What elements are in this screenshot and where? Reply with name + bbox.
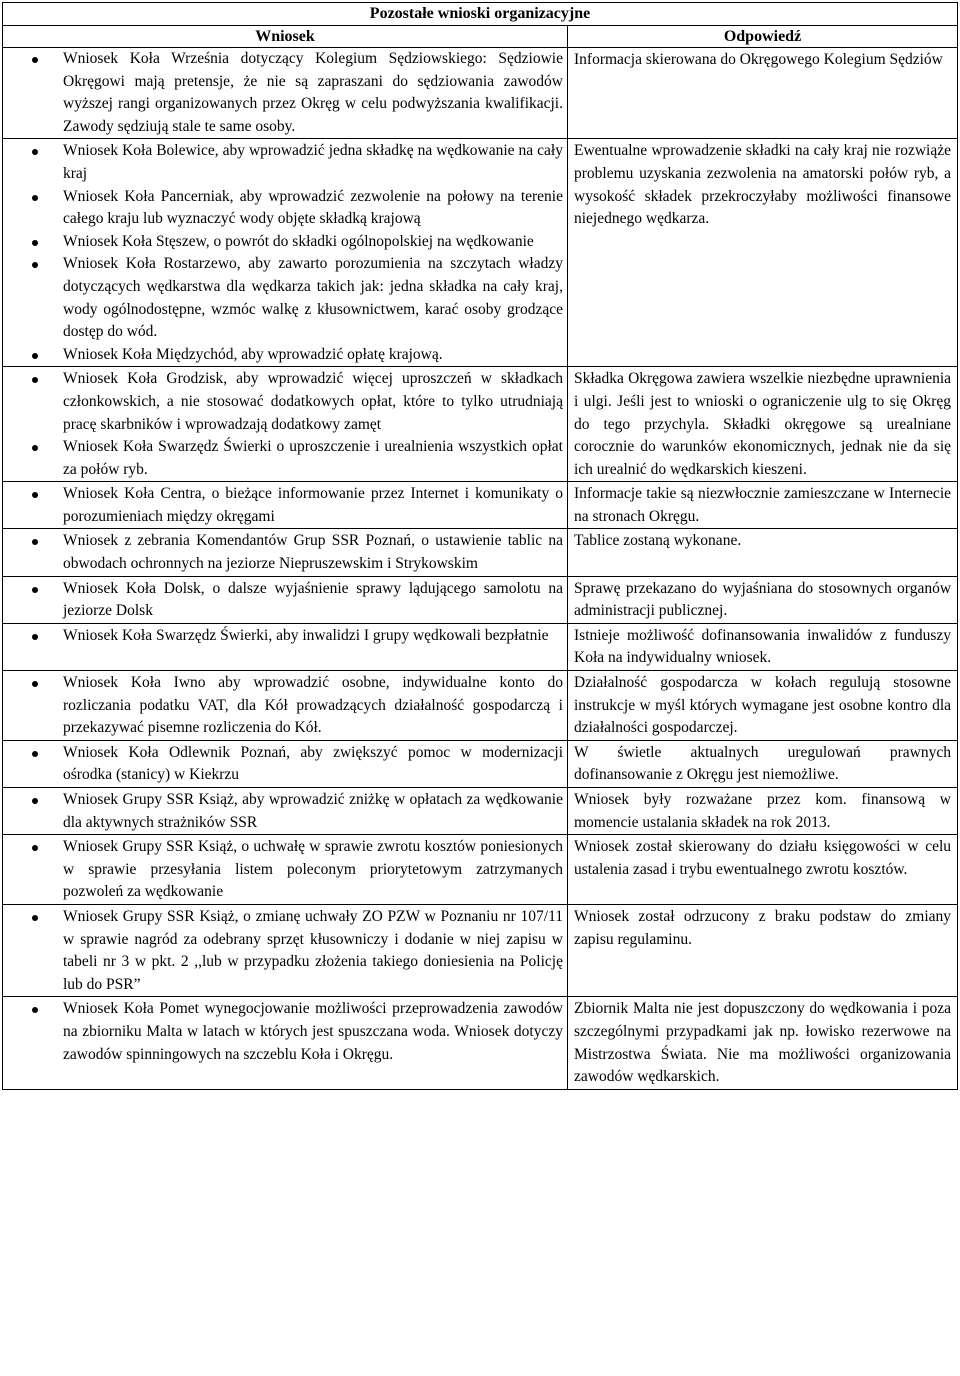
request-cell: [3, 367, 568, 482]
list-item: [3, 186, 563, 231]
table-row: [3, 788, 958, 835]
request-cell: [3, 997, 568, 1089]
list-item: [3, 436, 563, 481]
table-row: [3, 367, 958, 482]
request-text: Wniosek Koła Swarzędz Świerki, aby inwalidzi I grupy wędkowali bezpłatnie: [63, 626, 549, 644]
response-cell: Zbiornik Malta nie jest dopuszczony do wędkowania i poza szczególnymi przypadkami jak np. łowisko rezerwowe na Mistrzostwa Świata. Nie ma możliwości organizowania zawodów wędkarskich.: [568, 997, 958, 1089]
response-cell: Informacja skierowana do Okręgowego Kolegium Sędziów: [568, 48, 958, 139]
request-cell: [3, 529, 568, 576]
request-list: [3, 742, 563, 787]
table-title: Pozostałe wnioski organizacyjne: [3, 3, 958, 26]
request-list: [3, 836, 563, 904]
request-text: Wniosek Koła Rostarzewo, aby zawarto porozumienia na szczytach władzy dotyczących wędkarstwa dla wędkarza takich jak: jedna składka na cały kraj, wody ogólnodostępne, wzmóc walkę z kłusownictwem, karać osoby grodzące dostęp do wód.: [63, 255, 563, 341]
request-cell: [3, 740, 568, 787]
list-item: [3, 906, 563, 996]
response-cell: Wniosek został odrzucony z braku podstaw do zmiany zapisu regulaminu.: [568, 904, 958, 996]
request-text: Wniosek Koła Międzychód, aby wprowadzić opłatę krajową.: [63, 345, 443, 363]
bullet-icon: [32, 353, 38, 359]
response-cell: Ewentualne wprowadzenie składki na cały kraj nie rozwiąże problemu uzyskania zezwolenia na amatorski połów ryb, a wysokość składek przekroczyłaby możliwości finansowe niejednego wędkarza.: [568, 139, 958, 367]
bullet-icon: [32, 195, 38, 201]
request-text: Wniosek Grupy SSR Książ, o uchwałę w sprawie zwrotu kosztów poniesionych w sprawie przesyłania listem poleconym priorytetowym zatrzymanych pozwoleń za wędkowanie: [63, 838, 563, 901]
request-text: Wniosek Grupy SSR Książ, aby wprowadzić zniżkę w opłatach za wędkowanie dla aktywnych strażników SSR: [63, 791, 563, 831]
request-cell: [3, 482, 568, 529]
table-row: [3, 835, 958, 905]
bullet-icon: [32, 240, 38, 246]
list-item: [3, 998, 563, 1066]
list-item: [3, 836, 563, 904]
header-response: Odpowiedź: [568, 26, 958, 48]
bullet-icon: [32, 445, 38, 451]
bullet-icon: [32, 634, 38, 640]
list-item: [3, 672, 563, 740]
response-cell: Tablice zostaną wykonane.: [568, 529, 958, 576]
request-cell: [3, 623, 568, 670]
request-text: Wniosek Grupy SSR Książ, o zmianę uchwały ZO PZW w Poznaniu nr 107/11 w sprawie nagród za odebrany sprzęt kłusowniczy i dodanie w niej zapisu w tabeli nr 3 w pkt. 2 ,,lub w przypadku złożenia takiego doniesienia na Policję lub do PSR”: [63, 907, 563, 993]
request-text: Wniosek Koła Grodzisk, aby wprowadzić więcej uproszczeń w składkach członkowskich, a nie stosować dodatkowych opłat, które to tylko utrudniają pracę skarbników i wprowadzają dodatkowy zamęt: [63, 370, 563, 433]
request-list: [3, 906, 563, 996]
bullet-icon: [32, 539, 38, 545]
list-item: [3, 231, 563, 254]
request-list: [3, 998, 563, 1066]
list-item: [3, 344, 563, 367]
response-cell: Informacje takie są niezwłocznie zamieszczane w Internecie na stronach Okręgu.: [568, 482, 958, 529]
request-cell: [3, 576, 568, 623]
table-row: [3, 623, 958, 670]
request-list: [3, 789, 563, 834]
bullet-icon: [32, 587, 38, 593]
request-list: [3, 625, 563, 648]
request-text: Wniosek Koła Września dotyczący Kolegium Sędziowskiego: Sędziowie Okręgowi mają pretensje, że nie są zapraszani do sędziowania zawodów wyższej rangi organizowanych przez Okręg w celu podwyższania kwalifikacji. Zawody sędziują stale te same osoby.: [63, 50, 563, 135]
request-cell: [3, 788, 568, 835]
bullet-icon: [32, 492, 38, 498]
request-text: Wniosek Koła Iwno aby wprowadzić osobne, indywidualne konto do rozliczania podatku VAT, dla Kół prowadzących działalność gospodarczą i przekazywać pisemne rozliczenia do Kół.: [63, 674, 563, 737]
request-cell: [3, 904, 568, 996]
requests-table: [2, 2, 958, 1090]
list-item: [3, 253, 563, 343]
request-list: [3, 483, 563, 528]
response-cell: Składka Okręgowa zawiera wszelkie niezbędne uprawnienia i ulgi. Jeśli jest to wnioski o ograniczenie ulg to się Okręg do tego przychyla. Składki okręgowe są urealniane corocznie do warunków ekonomicznych, jednak nie da się ich urealnić do wędkarskich kieszeni.: [568, 367, 958, 482]
bullet-icon: [32, 681, 38, 687]
table-row: [3, 904, 958, 996]
bullet-icon: [32, 149, 38, 155]
request-text: Wniosek Koła Pancerniak, aby wprowadzić zezwolenie na połowy na terenie całego kraju lub wyznaczyć wody objęte składką krajową: [63, 187, 563, 228]
table-row: [3, 997, 958, 1089]
request-text: Wniosek Koła Stęszew, o powrót do składki ogólnopolskiej na wędkowanie: [63, 232, 534, 250]
list-item: [3, 742, 563, 787]
request-text: Wniosek Koła Dolsk, o dalsze wyjaśnienie sprawy lądującego samolotu na jeziorze Dolsk: [63, 579, 563, 620]
response-cell: W świetle aktualnych uregulowań prawnych dofinansowanie z Okręgu jest niemożliwe.: [568, 740, 958, 787]
response-cell: Działalność gospodarcza w kołach regulują stosowne instrukcje w myśl których wymagane jest osobne kontro dla działalności gospodarczej.: [568, 671, 958, 741]
bullet-icon: [32, 845, 38, 851]
list-item: [3, 578, 563, 623]
table-row: [3, 529, 958, 576]
response-cell: Sprawę przekazano do wyjaśniana do stosownych organów administracji publicznej.: [568, 576, 958, 623]
header-row: [3, 26, 958, 48]
request-list: [3, 368, 563, 481]
request-text: Wniosek Koła Swarzędz Świerki o uproszczenie i urealnienia wszystkich opłat za połów ryb.: [63, 438, 563, 478]
table-row: [3, 48, 958, 139]
bullet-icon: [32, 57, 38, 63]
bullet-icon: [32, 1007, 38, 1013]
request-list: [3, 140, 563, 366]
request-list: [3, 672, 563, 740]
request-text: Wniosek Koła Pomet wynegocjowanie możliwości przeprowadzenia zawodów na zbiorniku Malta w latach w których jest spuszczana woda. Wniosek dotyczy zawodów spinningowych na szczeblu Koła i Okręgu.: [63, 1000, 563, 1063]
table-row: [3, 482, 958, 529]
bullet-icon: [32, 377, 38, 383]
response-cell: Istnieje możliwość dofinansowania inwalidów z funduszy Koła na indywidualny wniosek.: [568, 623, 958, 670]
request-text: Wniosek Koła Centra, o bieżące informowanie przez Internet i komunikaty o porozumieniach między okręgami: [63, 485, 563, 525]
request-text: Wniosek Koła Bolewice, aby wprowadzić jedna składkę na wędkowanie na cały kraj: [63, 142, 563, 182]
list-item: [3, 368, 563, 436]
request-text: Wniosek Koła Odlewnik Poznań, aby zwiększyć pomoc w modernizacji ośrodka (stanicy) w Kiekrzu: [63, 743, 563, 784]
response-cell: Wniosek został skierowany do działu księgowości w celu ustalenia zasad i trybu ewentualnego zwrotu kosztów.: [568, 835, 958, 905]
table-row: [3, 139, 958, 367]
bullet-icon: [32, 751, 38, 757]
request-list: [3, 530, 563, 575]
request-cell: [3, 139, 568, 367]
list-item: [3, 48, 563, 138]
bullet-icon: [32, 798, 38, 804]
list-item: [3, 140, 563, 185]
bullet-icon: [32, 915, 38, 921]
request-cell: [3, 48, 568, 139]
table-row: [3, 671, 958, 741]
table-row: [3, 740, 958, 787]
table-row: [3, 576, 958, 623]
request-text: Wniosek z zebrania Komendantów Grup SSR Poznań, o ustawienie tablic na obwodach ochronnych na jeziorze Niepruszewskim i Strykowskim: [63, 532, 563, 573]
list-item: [3, 789, 563, 834]
request-list: [3, 48, 563, 138]
request-list: [3, 578, 563, 623]
list-item: [3, 530, 563, 575]
header-request: Wniosek: [3, 26, 568, 48]
request-cell: [3, 835, 568, 905]
bullet-icon: [32, 262, 38, 268]
request-cell: [3, 671, 568, 741]
list-item: [3, 483, 563, 528]
response-cell: Wniosek były rozważane przez kom. finansową w momencie ustalania składek na rok 2013.: [568, 788, 958, 835]
list-item: [3, 625, 563, 648]
title-row: [3, 3, 958, 26]
